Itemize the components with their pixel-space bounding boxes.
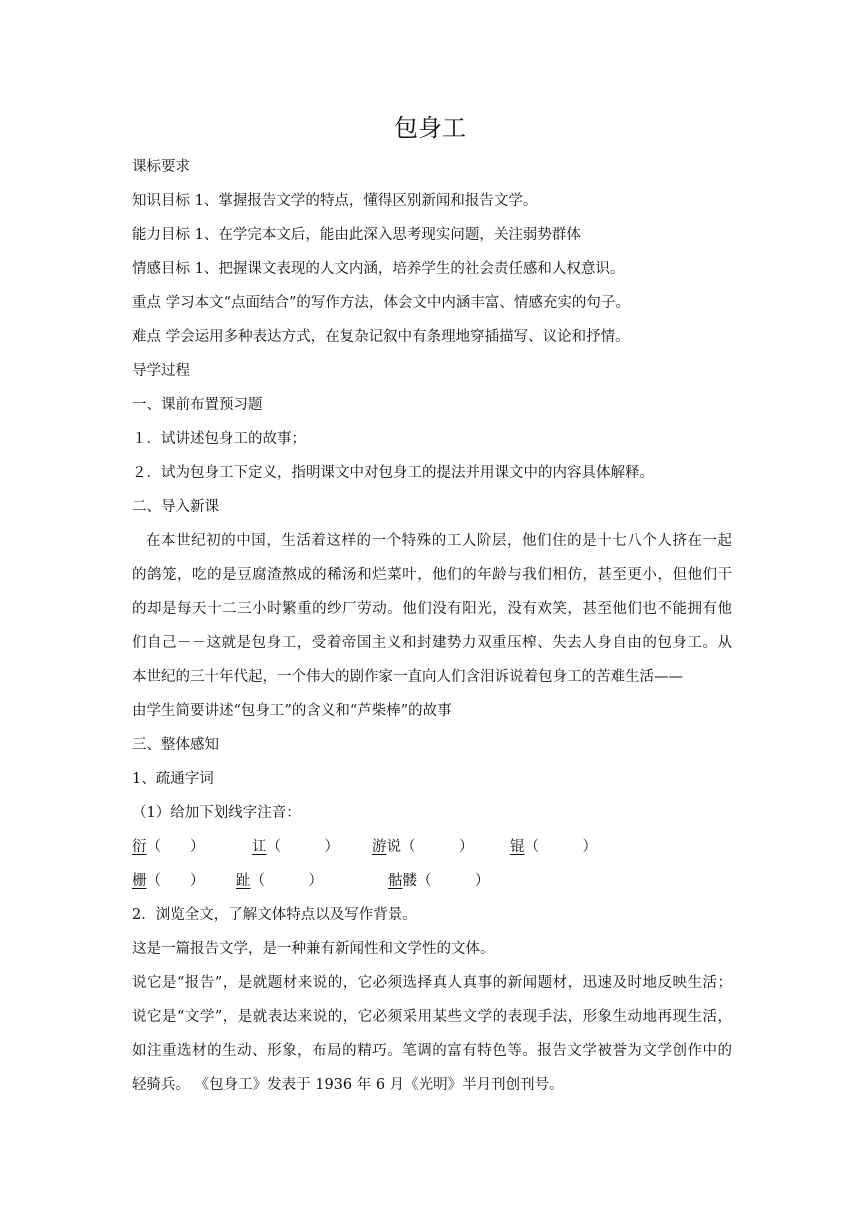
underlined-char: 讧 (252, 839, 267, 855)
answer-blank: （ ） (524, 839, 597, 855)
pinyin-instruction: （1）给加下划线字注音： (132, 805, 301, 821)
part-three-heading: 三、整体感知 (132, 737, 219, 753)
answer-blank: （ ） (401, 839, 474, 855)
char-rest: 说 (386, 839, 401, 855)
section-heading-curriculum: 课标要求 (132, 159, 190, 175)
pinyin-item (132, 864, 205, 898)
student-task: 由学生简要讲述“包身工”的含义和“芦柴棒”的故事 (132, 703, 452, 719)
ability-goal: 能力目标 1、在学完本文后，能由此深入思考现实问题，关注弱势群体 (132, 227, 581, 243)
pinyin-row-2 (132, 864, 732, 898)
paragraph-line: 们自己－－这就是包身工，受着帝国主义和封建势力双重压榨、失去人身自由的包身工。从 (132, 635, 732, 651)
part-one-heading: 一、课前布置预习题 (132, 397, 263, 413)
document-body (132, 150, 732, 1102)
pinyin-item (236, 864, 323, 898)
section-heading-process: 导学过程 (132, 363, 190, 379)
vocab-heading: 1、疏通字词 (132, 771, 214, 787)
browse-task: 2．浏览全文，了解文体特点以及写作背景。 (132, 907, 417, 923)
paragraph-line: 如注重选材的生动、形象，布局的精巧。笔调的富有特色等。报告文学被誉为文学创作中的 (132, 1043, 732, 1059)
pinyin-item (510, 830, 597, 864)
char-rest: 髅 (402, 873, 417, 889)
answer-blank: （ ） (250, 873, 323, 889)
underlined-char: 趾 (236, 873, 251, 889)
paragraph-line: 的鸽笼，吃的是豆腐渣熬成的稀汤和烂菜叶，他们的年龄与我们相仿，甚至更小，但他们干 (132, 567, 732, 583)
pinyin-item (388, 864, 490, 898)
underlined-char: 骷 (388, 873, 403, 889)
pinyin-item (132, 830, 205, 864)
key-point: 重点 学习本文“点面结合”的写作方法，体会文中内涵丰富、情感充实的句子。 (132, 295, 630, 311)
answer-blank: （ ） (417, 873, 490, 889)
preview-question-2: ２．试为包身工下定义，指明课文中对包身工的提法并用课文中的内容具体解释。 (132, 465, 654, 481)
page-title: 包身工 (394, 114, 466, 142)
paragraph-line: 说它是“报告”，是就题材来说的，它必须选择真人真事的新闻题材，迅速及时地反映生活； (132, 975, 732, 991)
underlined-char: 锟 (510, 839, 525, 855)
knowledge-goal: 知识目标 1、掌握报告文学的特点，懂得区别新闻和报告文学。 (132, 193, 538, 209)
underlined-char: 栅 (132, 873, 147, 889)
paragraph-line: 的却是每天十二三小时繁重的纱厂劳动。他们没有阳光，没有欢笑，甚至他们也不能拥有他 (132, 601, 732, 617)
underlined-char: 游 (372, 839, 387, 855)
pinyin-row-1 (132, 830, 732, 864)
pinyin-item (252, 830, 339, 864)
paragraph-line: 说它是“文学”，是就表达来说的，它必须采用某些文学的表现手法，形象生动地再现生活， (132, 1009, 732, 1025)
part-two-heading: 二、导入新课 (132, 499, 219, 515)
genre-statement: 这是一篇报告文学，是一种兼有新闻性和文学性的文体。 (132, 941, 495, 957)
paragraph-line: 本世纪的三十年代起，一个伟大的剧作家一直向人们含泪诉说着包身工的苦难生活—— (132, 669, 683, 685)
pinyin-item (372, 830, 474, 864)
answer-blank: （ ） (146, 839, 205, 855)
genre-paragraph (132, 966, 732, 1102)
underlined-char: 衍 (132, 839, 147, 855)
answer-blank: （ ） (146, 873, 205, 889)
emotion-goal: 情感目标 1、把握课文表现的人文内涵，培养学生的社会责任感和人权意识。 (132, 261, 625, 277)
answer-blank: （ ） (266, 839, 339, 855)
preview-question-1: １．试讲述包身工的故事； (132, 431, 306, 447)
paragraph-line: 轻骑兵。 《包身工》发表于 1936 年 6 月《光明》半月刊创刊号。 (132, 1077, 564, 1093)
intro-paragraph (132, 524, 732, 694)
difficult-point: 难点 学会运用多种表达方式，在复杂记叙中有条理地穿插描写、议论和抒情。 (132, 329, 630, 345)
paragraph-line: 在本世纪初的中国，生活着这样的一个特殊的工人阶层，他们住的是十七八个人挤在一起 (146, 533, 732, 549)
